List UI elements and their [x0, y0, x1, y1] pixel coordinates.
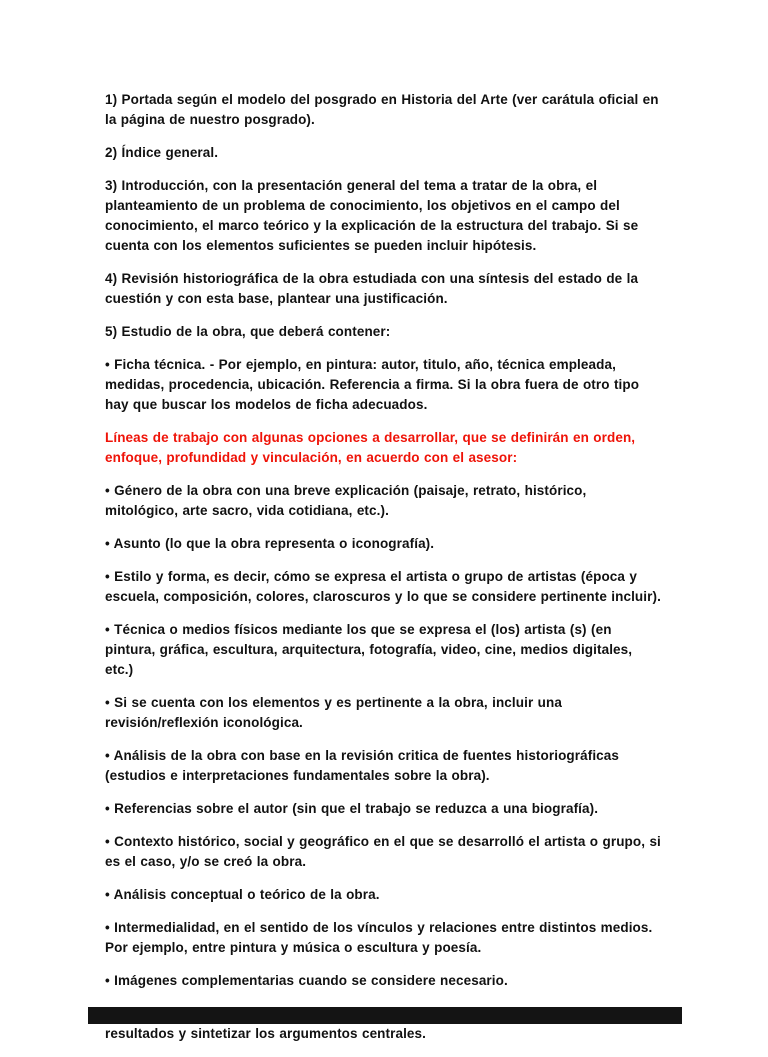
- paragraph-3-introduccion: 3) Introducción, con la presentación general del tema a tratar de la obra, el planteamiento de un problema de conocimiento, los objetivos en el campo del conocimiento, el marco teórico y la explicación de la estructura del trabajo. Si se cuenta con los elementos suficientes se pueden incluir hipótesis.: [105, 178, 639, 253]
- bullet-analisis-conceptual: • Análisis conceptual o teórico de la obra.: [105, 887, 380, 902]
- bullet-referencias-autor: • Referencias sobre el autor (sin que el trabajo se reduzca a una biografía).: [105, 801, 599, 816]
- bullet-revision-iconologica: • Si se cuenta con los elementos y es pertinente a la obra, incluir una revisión/reflexión iconológica.: [105, 695, 562, 730]
- paragraph-6-conclusiones: resultados y sintetizar los argumentos centrales.: [105, 1026, 427, 1041]
- document-text: [105, 90, 662, 1057]
- paragraph-1-portada: 1) Portada según el modelo del posgrado en Historia del Arte (ver carátula oficial en la página de nuestro posgrado).: [105, 92, 659, 127]
- bullet-imagenes-complementarias: • Imágenes complementarias cuando se considere necesario.: [105, 973, 508, 988]
- paragraph-4-revision: 4) Revisión historiográfica de la obra estudiada con una síntesis del estado de la cuestión y con esta base, plantear una justificación.: [105, 271, 639, 306]
- bullet-contexto: • Contexto histórico, social y geográfico en el que se desarrolló el artista o grupo, si es el caso, y/o se creó la obra.: [105, 834, 661, 869]
- paragraph-5-estudio: 5) Estudio de la obra, que deberá contener:: [105, 324, 391, 339]
- bullet-genero: • Género de la obra con una breve explicación (paisaje, retrato, histórico, mitológico, arte sacro, vida cotidiana, etc.).: [105, 483, 587, 518]
- bullet-analisis-fuentes: • Análisis de la obra con base en la revisión critica de fuentes historiográficas (estudios e interpretaciones fundamentales sobre la obra).: [105, 748, 619, 783]
- bullet-asunto: • Asunto (lo que la obra representa o iconografía).: [105, 536, 435, 551]
- paragraph-2-indice: 2) Índice general.: [105, 145, 219, 160]
- bullet-intermedialidad: • Intermedialidad, en el sentido de los vínculos y relaciones entre distintos medios. Por ejemplo, entre pintura y música o escultura y poesía.: [105, 920, 653, 955]
- bullet-tecnica-medios: • Técnica o medios físicos mediante los que se expresa el (los) artista (s) (en pintura, gráfica, escultura, arquitectura, fotografía, video, cine, medios digitales, etc.): [105, 622, 633, 677]
- next-page-preview-strip: [88, 1007, 682, 1024]
- bullet-ficha-tecnica: • Ficha técnica. - Por ejemplo, en pintura: autor, titulo, año, técnica empleada, medidas, procedencia, ubicación. Referencia a firma. Si la obra fuera de otro tipo hay que buscar los modelos de ficha adecuados.: [105, 357, 640, 412]
- bullet-estilo-y-forma: • Estilo y forma, es decir, cómo se expresa el artista o grupo de artistas (época y escuela, composición, colores, claroscuros y lo que se considere pertinente incluir).: [105, 569, 661, 604]
- heading-lineas-de-trabajo: Líneas de trabajo con algunas opciones a desarrollar, que se definirán en orden, enfoque, profundidad y vinculación, en acuerdo con el asesor:: [105, 430, 636, 465]
